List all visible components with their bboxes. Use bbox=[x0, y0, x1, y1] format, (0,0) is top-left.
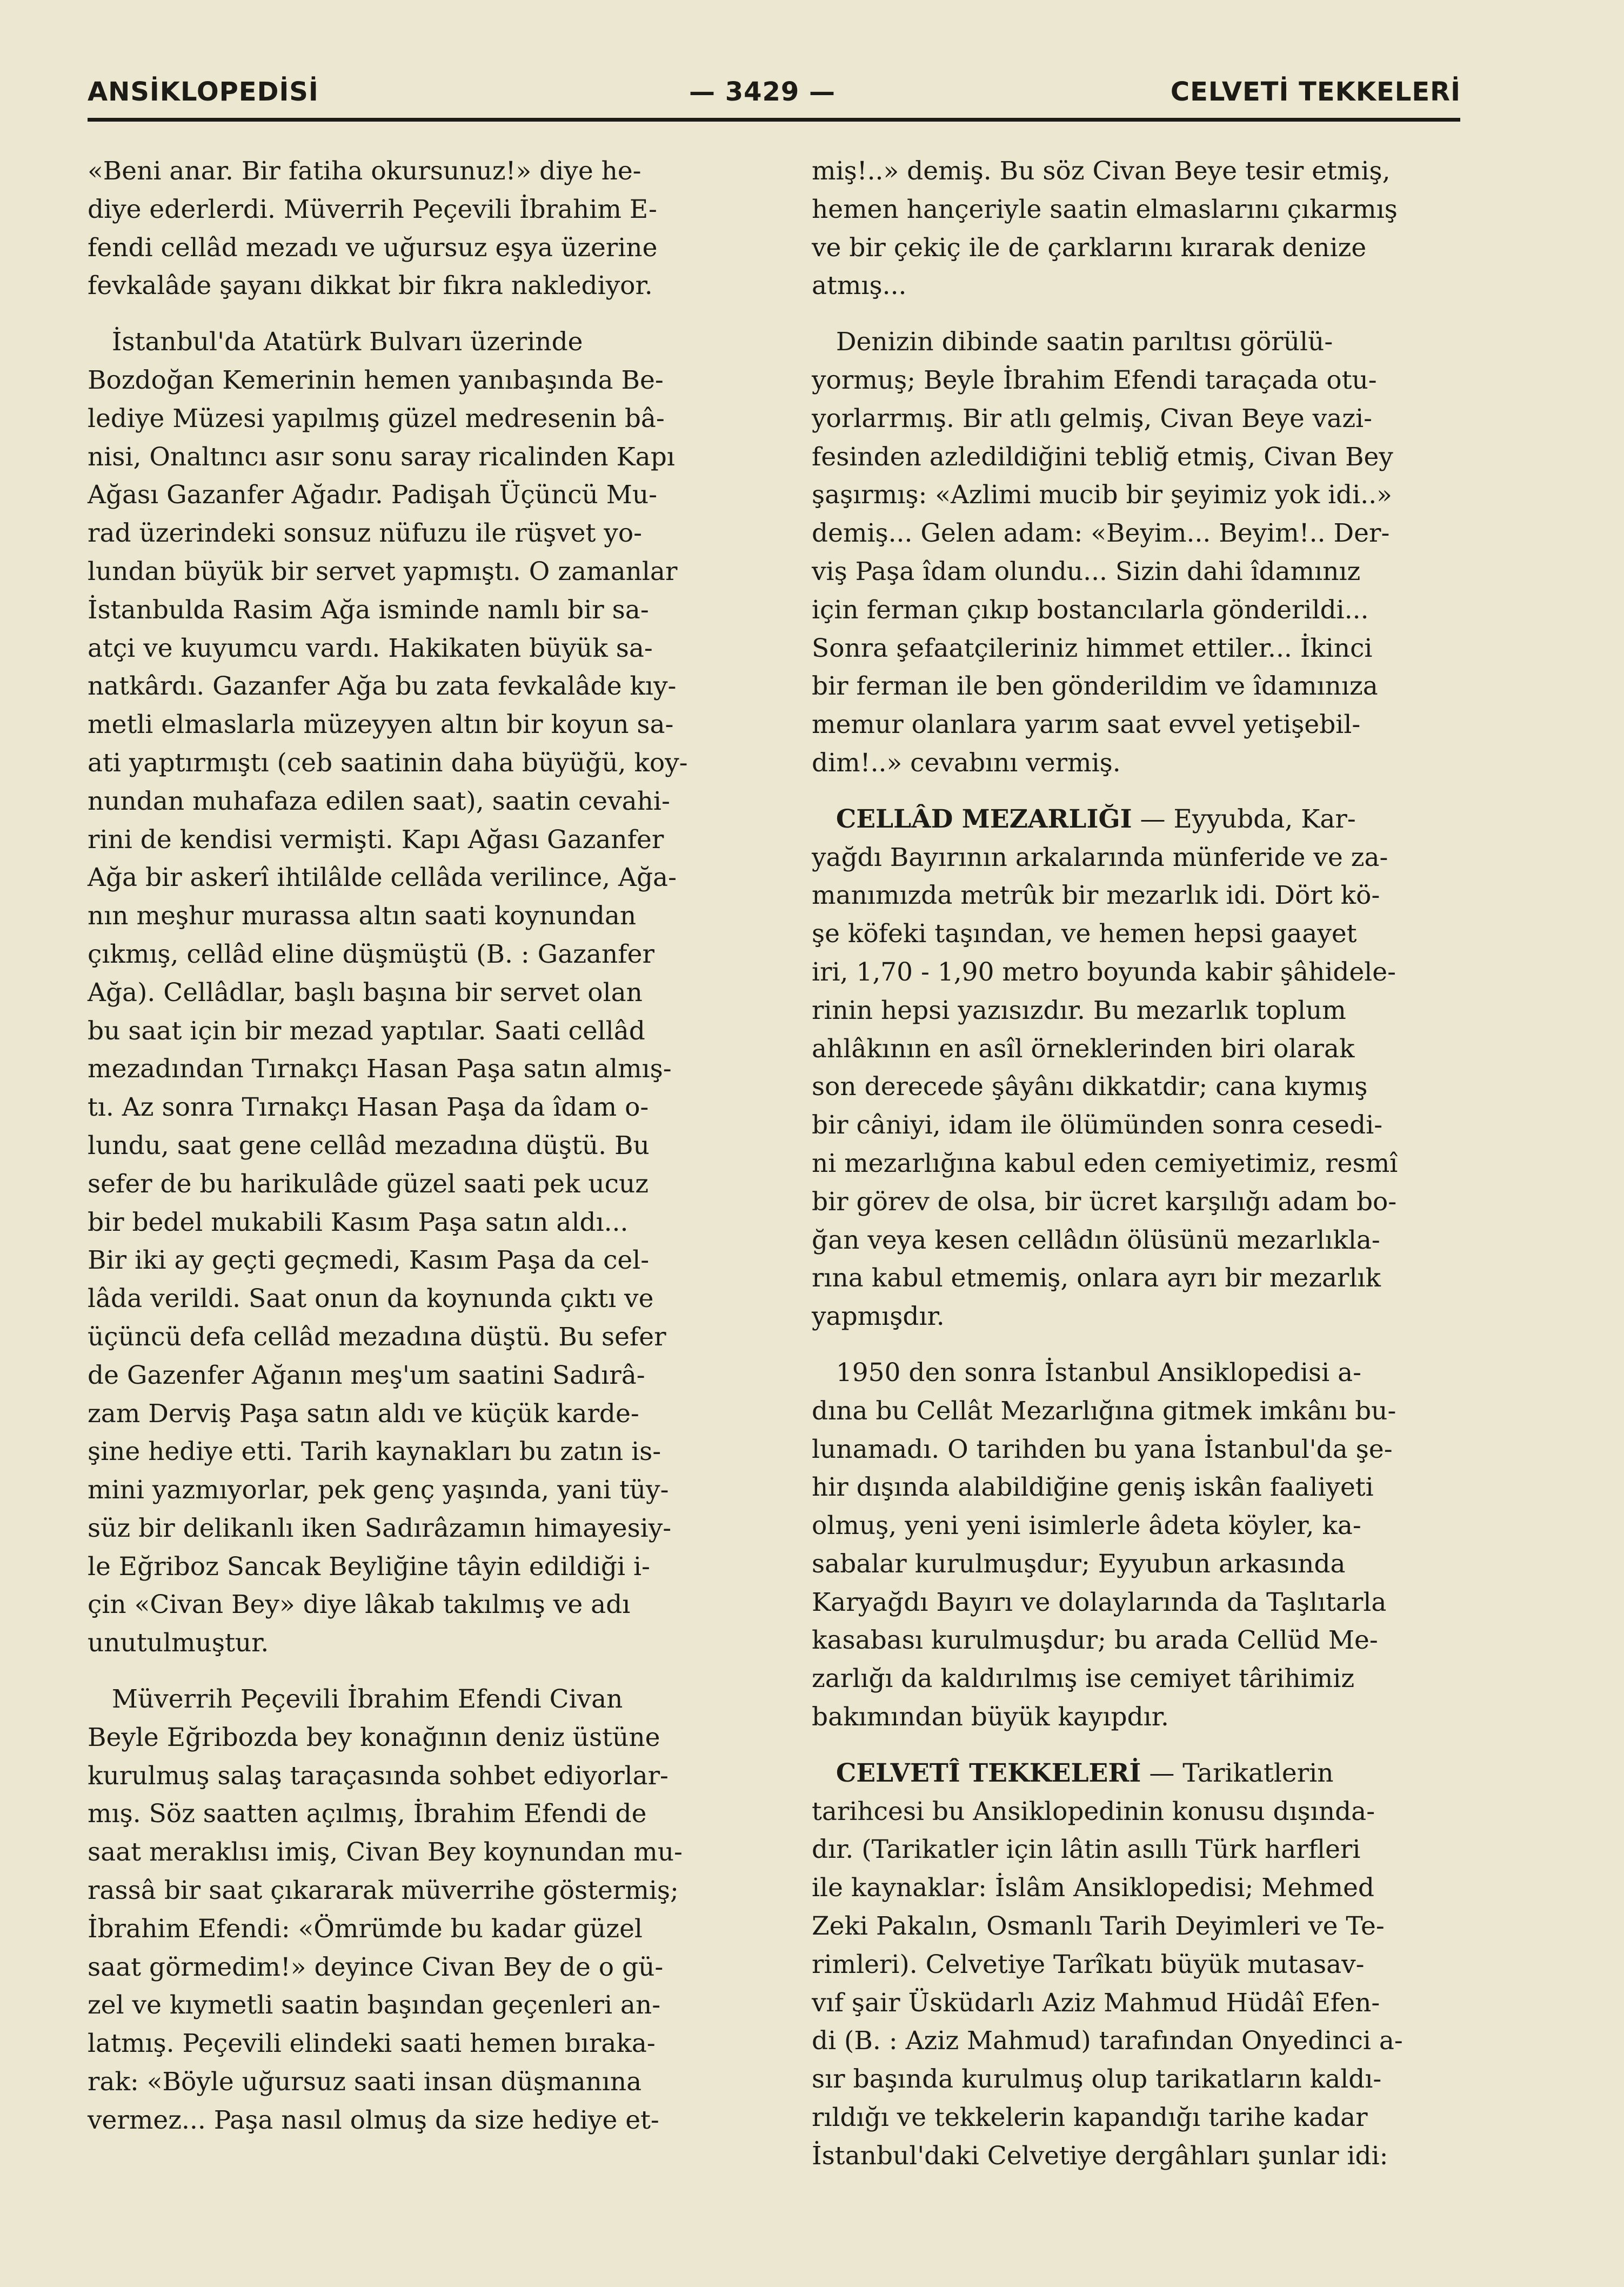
paragraph-line: son derecede şâyânı dikkatdir; cana kıymış bbox=[812, 1072, 1368, 1102]
paragraph-line: kasabası kurulmuşdur; bu arada Cellüd Me- bbox=[812, 1625, 1378, 1656]
paragraph-line: metli elmaslarla müzeyyen altın bir koyun sa- bbox=[88, 710, 674, 740]
paragraph-line: bir görev de olsa, bir ücret karşılığı adam bo- bbox=[812, 1186, 1397, 1217]
paragraph-line: dına bu Cellât Mezarlığına gitmek imkânı bu- bbox=[812, 1396, 1396, 1426]
paragraph-line: le Eğriboz Sancak Beyliğine tâyin edildiği i- bbox=[88, 1551, 650, 1582]
paragraph-line: iri, 1,70 - 1,90 metro boyunda kabir şâhidele- bbox=[812, 957, 1396, 987]
paragraph-line: rak: «Böyle uğursuz saati insan düşmanına bbox=[88, 2067, 642, 2097]
paragraph-line: zam Derviş Paşa satın aldı ve küçük karde- bbox=[88, 1398, 639, 1429]
paragraph-line: lundu, saat gene cellâd mezadına düştü. Bu bbox=[88, 1130, 650, 1161]
paragraph-line: atmış... bbox=[812, 271, 907, 301]
paragraph-line: «Beni anar. Bir fatiha okursunuz!» diye he- bbox=[88, 156, 641, 186]
paragraph-line: bu saat için bir mezad yaptılar. Saati cellâd bbox=[88, 1016, 645, 1046]
paragraph-line: Müverrih Peçevili İbrahim Efendi Civan bbox=[88, 1684, 623, 1715]
paragraph-line: yağdı Bayırının arkalarında münferide ve za- bbox=[812, 842, 1388, 872]
paragraph-line: zarlığı da kaldırılmış ise cemiyet târihimiz bbox=[812, 1664, 1355, 1694]
paragraph-line: için ferman çıkıp bostancılarla gönderildi... bbox=[812, 595, 1369, 625]
paragraph-line: Ağası Gazanfer Ağadır. Padişah Üçüncü Mu- bbox=[88, 480, 658, 510]
paragraph-line: demiş... Gelen adam: «Beyim... Beyim!.. Der- bbox=[812, 518, 1390, 549]
paragraph-line: lediye Müzesi yapılmış güzel medresenin bâ- bbox=[88, 403, 665, 434]
paragraph-line: fevkalâde şayanı dikkat bir fıkra naklediyor. bbox=[88, 271, 653, 301]
paragraph-line: İstanbul'daki Celvetiye dergâhları şunlar idi: bbox=[812, 2141, 1388, 2171]
paragraph-line: kurulmuş salaş taraçasında sohbet ediyorlar- bbox=[88, 1761, 669, 1791]
paragraph-line: rad üzerindeki sonsuz nüfuzu ile rüşvet yo- bbox=[88, 518, 643, 549]
paragraph-line: atçi ve kuyumcu vardı. Hakikaten büyük sa- bbox=[88, 633, 653, 663]
paragraph-line: zel ve kıymetli saatin başından geçenleri an- bbox=[88, 1990, 661, 2021]
paragraph-line: di (B. : Aziz Mahmud) tarafından Onyedinci a- bbox=[812, 2026, 1403, 2056]
paragraph-line: olmuş, yeni yeni isimlerle âdeta köyler, ka- bbox=[812, 1511, 1361, 1541]
paragraph-line: Denizin dibinde saatin parıltısı görülü- bbox=[812, 327, 1333, 357]
left-column bbox=[88, 152, 736, 2140]
paragraph-line: tarihcesi bu Ansiklopedinin konusu dışında- bbox=[812, 1796, 1375, 1826]
paragraph-line: ahlâkının en asîl örneklerinden biri olarak bbox=[812, 1034, 1355, 1064]
paragraph-line: ğan veya kesen cellâdın ölüsünü mezarlıkla- bbox=[812, 1225, 1380, 1255]
paragraph-line: de Gazenfer Ağanın meş'um saatini Sadırâ- bbox=[88, 1360, 645, 1390]
paragraph-line: rassâ bir saat çıkararak müverrihe göstermiş; bbox=[88, 1876, 679, 1906]
section-heading: CELVETÎ TEKKELERİ bbox=[836, 1758, 1141, 1788]
paragraph-line: ve bir çekiç ile de çarklarını kırarak denize bbox=[812, 232, 1367, 263]
paragraph-line: çin «Civan Bey» diye lâkab takılmış ve adı bbox=[88, 1590, 631, 1620]
heading-continuation: — Tarikatlerin bbox=[1141, 1758, 1334, 1788]
paragraph-line: şine hediye etti. Tarih kaynakları bu zatın is- bbox=[88, 1437, 661, 1467]
paragraph-line: bakımından büyük kayıpdır. bbox=[812, 1702, 1169, 1732]
paragraph-line: vıf şair Üsküdarlı Aziz Mahmud Hüdâî Efen- bbox=[812, 1988, 1380, 2018]
paragraph-line: hir dışında alabildiğine geniş iskân faaliyeti bbox=[812, 1472, 1374, 1503]
paragraph-line: Sonra şefaatçileriniz himmet ettiler... İkinci bbox=[812, 633, 1373, 663]
paragraph-line: natkârdı. Gazanfer Ağa bu zata fevkalâde kıy- bbox=[88, 671, 677, 702]
paragraph-line: yorlarrmış. Bir atlı gelmiş, Civan Beye vazi- bbox=[812, 403, 1373, 434]
paragraph-line: Zeki Pakalın, Osmanlı Tarih Deyimleri ve Te- bbox=[812, 1911, 1385, 1942]
header-rule bbox=[88, 118, 1460, 122]
paragraph-line: rimleri). Celvetiye Tarîkatı büyük mutasav- bbox=[812, 1949, 1365, 1979]
paragraph-line: şaşırmış: «Azlimi mucib bir şeyimiz yok idi..» bbox=[812, 480, 1392, 510]
paragraph-line: mış. Söz saatten açılmış, İbrahim Efendi de bbox=[88, 1799, 647, 1829]
paragraph-line: rıldığı ve tekkelerin kapandığı tarihe kadar bbox=[812, 2103, 1368, 2133]
running-header-right: CELVETİ TEKKELERİ bbox=[1170, 77, 1461, 107]
paragraph-line: sır başında kurulmuş olup tarikatların kaldı- bbox=[812, 2064, 1382, 2095]
paragraph-line: hemen hançeriyle saatin elmaslarını çıkarmış bbox=[812, 194, 1398, 224]
paragraph-line: şe köfeki taşından, ve hemen hepsi gaayet bbox=[812, 919, 1357, 949]
paragraph-line: unutulmuştur. bbox=[88, 1628, 269, 1658]
running-header-left: ANSİKLOPEDİSİ bbox=[88, 77, 319, 107]
paragraph-line: dim!..» cevabını vermiş. bbox=[812, 748, 1121, 778]
heading-continuation: — Eyyubda, Kar- bbox=[1132, 804, 1356, 834]
paragraph-line: dır. (Tarikatler için lâtin asıllı Türk harfleri bbox=[812, 1835, 1361, 1865]
paragraph-line: latmış. Peçevili elindeki saati hemen bıraka- bbox=[88, 2029, 656, 2059]
paragraph-line: 1950 den sonra İstanbul Ansiklopedisi a- bbox=[812, 1357, 1361, 1388]
paragraph-line: rına kabul etmemiş, onlara ayrı bir mezarlık bbox=[812, 1263, 1381, 1293]
paragraph-line: mini yazmıyorlar, pek genç yaşında, yani tüy- bbox=[88, 1475, 669, 1505]
page-number: — 3429 — bbox=[689, 77, 836, 107]
paragraph-line bbox=[812, 801, 1460, 839]
paragraph-line: İstanbulda Rasim Ağa isminde namlı bir sa- bbox=[88, 595, 649, 625]
paragraph-line: mezadından Tırnakçı Hasan Paşa satın almış- bbox=[88, 1054, 672, 1084]
paragraph-line: rini de kendisi vermişti. Kapı Ağası Gazanfer bbox=[88, 824, 664, 855]
paragraph-line: ile kaynaklar: İslâm Ansiklopedisi; Mehmed bbox=[812, 1873, 1374, 1903]
paragraph-line: ati yaptırmıştı (ceb saatinin daha büyüğü, koy- bbox=[88, 748, 688, 778]
paragraph-line: fesinden azledildiğini tebliğ etmiş, Civan Bey bbox=[812, 442, 1393, 472]
paragraph-line: vermez... Paşa nasıl olmuş da size hediye et- bbox=[88, 2105, 659, 2135]
paragraph-line: süz bir delikanlı iken Sadırâzamın himayesiy- bbox=[88, 1513, 672, 1543]
paragraph-line: Bir iki ay geçti geçmedi, Kasım Paşa da cel- bbox=[88, 1245, 650, 1276]
paragraph-line: yapmışdır. bbox=[812, 1302, 945, 1332]
paragraph-line: memur olanlara yarım saat evvel yetişebil- bbox=[812, 710, 1361, 740]
paragraph-line: viş Paşa îdam olundu... Sizin dahi îdamınız bbox=[812, 556, 1361, 586]
paragraph-line: Ağa bir askerî ihtilâlde cellâda verilince, Ağa- bbox=[88, 863, 677, 893]
paragraph-line: İbrahim Efendi: «Ömrümde bu kadar güzel bbox=[88, 1913, 643, 1944]
paragraph-line: sefer de bu harikulâde güzel saati pek ucuz bbox=[88, 1169, 649, 1199]
paragraph-line: İstanbul'da Atatürk Bulvarı üzerinde bbox=[88, 327, 583, 357]
paragraph-line: yormuş; Beyle İbrahim Efendi taraçada otu- bbox=[812, 365, 1377, 395]
paragraph-line: bir bedel mukabili Kasım Paşa satın aldı... bbox=[88, 1207, 629, 1237]
paragraph-line: lunamadı. O tarihden bu yana İstanbul'da şe- bbox=[812, 1434, 1393, 1464]
paragraph-line: nın meşhur murassa altın saati koynundan bbox=[88, 901, 637, 931]
paragraph-line: Beyle Eğribozda bey konağının deniz üstüne bbox=[88, 1722, 660, 1752]
paragraph-line: saat görmedim!» deyince Civan Bey de o gü- bbox=[88, 1952, 664, 1982]
paragraph-line: rinin hepsi yazısızdır. Bu mezarlık toplum bbox=[812, 995, 1346, 1025]
paragraph-line: nundan muhafaza edilen saat), saatin cevahi- bbox=[88, 786, 670, 816]
paragraph-line: manımızda metrûk bir mezarlık idi. Dört kö- bbox=[812, 881, 1380, 911]
right-column bbox=[812, 152, 1460, 2176]
paragraph-line: diye ederlerdi. Müverrih Peçevili İbrahim E- bbox=[88, 194, 657, 224]
paragraph-line: lâda verildi. Saat onun da koynunda çıktı ve bbox=[88, 1284, 654, 1314]
paragraph-line: çıkmış, cellâd eline düşmüştü (B. : Gazanfer bbox=[88, 939, 654, 969]
paragraph-line: Ağa). Cellâdlar, başlı başına bir servet olan bbox=[88, 977, 643, 1008]
paragraph-line: bir câniyi, idam ile ölümünden sonra cesedi- bbox=[812, 1110, 1383, 1141]
paragraph-line: saat meraklısı imiş, Civan Bey koynundan mu- bbox=[88, 1837, 683, 1868]
paragraph-line: lundan büyük bir servet yapmıştı. O zamanlar bbox=[88, 556, 678, 586]
section-heading: CELLÂD MEZARLIĞI bbox=[836, 804, 1132, 834]
paragraph-line: Bozdoğan Kemerinin hemen yanıbaşında Be- bbox=[88, 365, 664, 395]
paragraph-line: Karyağdı Bayırı ve dolaylarında da Taşlıtarla bbox=[812, 1587, 1387, 1617]
paragraph-line: miş!..» demiş. Bu söz Civan Beye tesir etmiş, bbox=[812, 156, 1391, 186]
paragraph-line: sabalar kurulmuşdur; Eyyubun arkasında bbox=[812, 1549, 1346, 1579]
paragraph-line: tı. Az sonra Tırnakçı Hasan Paşa da îdam o- bbox=[88, 1092, 649, 1123]
paragraph-line bbox=[812, 1755, 1460, 1793]
paragraph-line: nisi, Onaltıncı asır sonu saray ricalinden Kapı bbox=[88, 442, 675, 472]
paragraph-line: fendi cellâd mezadı ve uğursuz eşya üzerine bbox=[88, 232, 658, 263]
paragraph-line: bir ferman ile ben gönderildim ve îdamınıza bbox=[812, 671, 1378, 702]
paragraph-line: ni mezarlığına kabul eden cemiyetimiz, resmî bbox=[812, 1148, 1398, 1178]
paragraph-line: üçüncü defa cellâd mezadına düştü. Bu sefer bbox=[88, 1322, 666, 1352]
